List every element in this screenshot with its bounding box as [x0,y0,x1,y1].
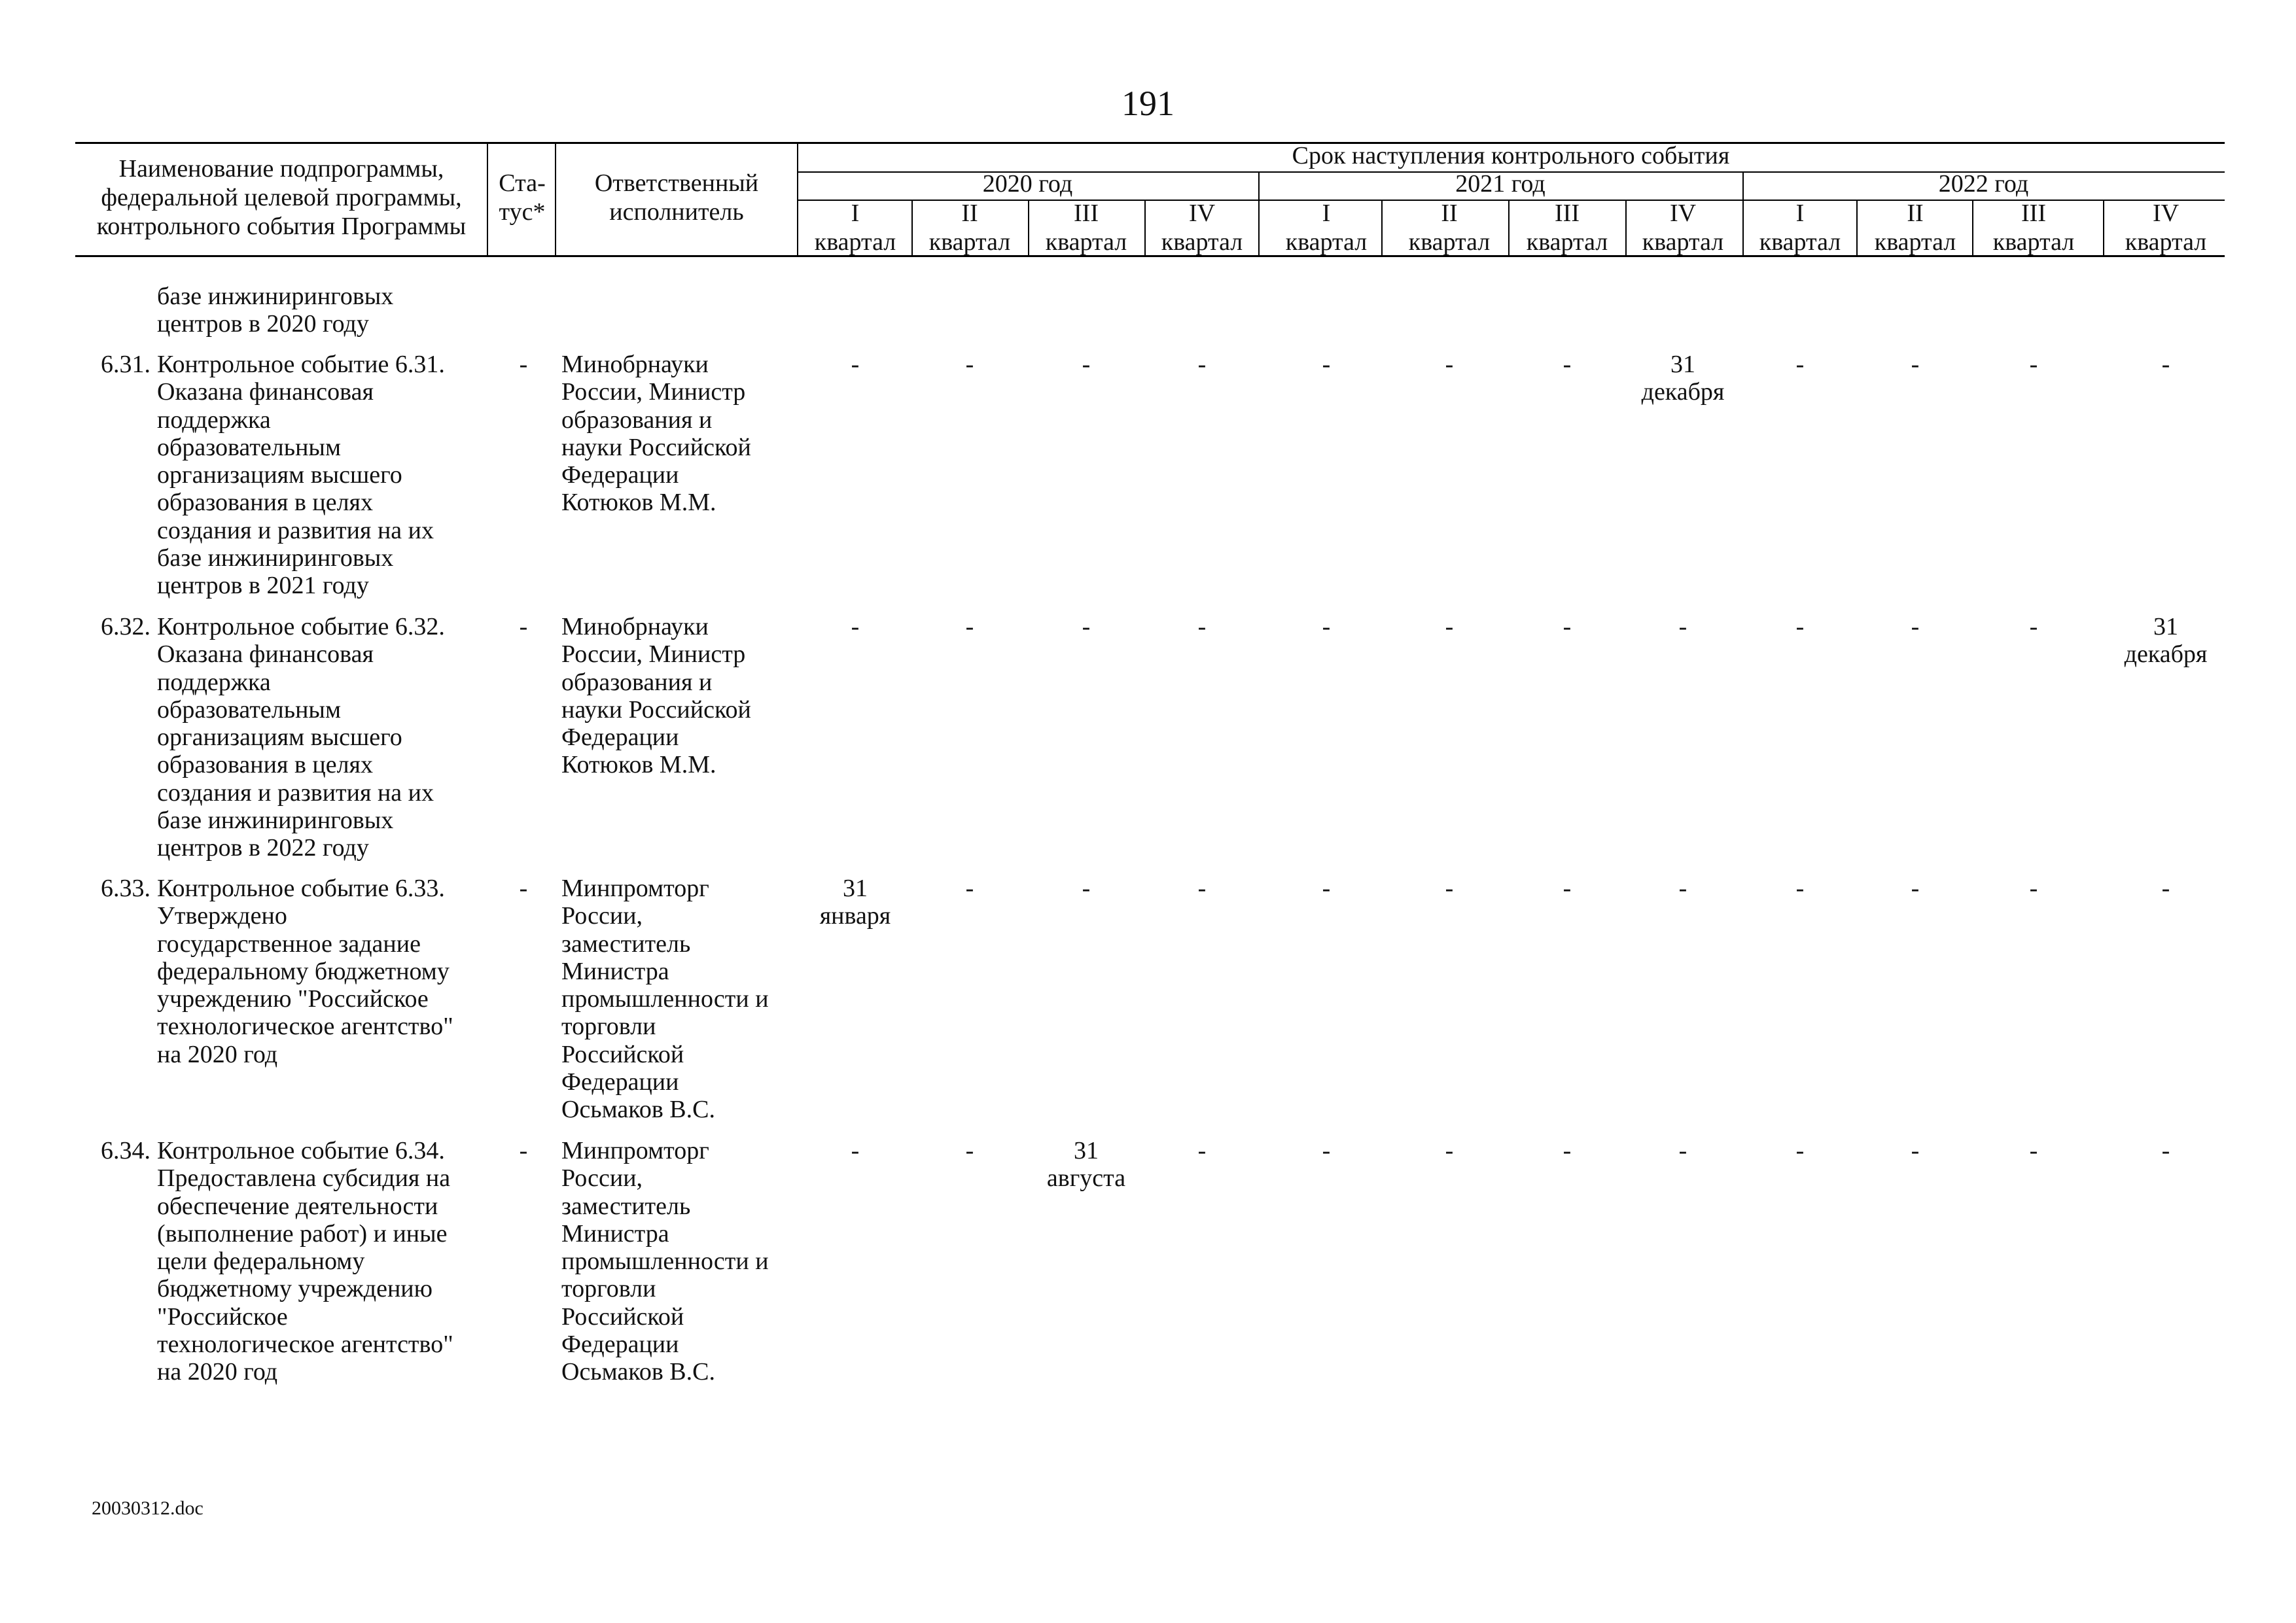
quarter-deadline: - [2161,351,2170,378]
quarter-deadline: - [965,875,974,902]
quarter-deadline: - [1082,613,1091,640]
quarter-deadline: - [965,351,974,378]
quarter-deadline: - [1322,351,1331,378]
quarter-deadline: - [965,1137,974,1164]
quarter-deadline: - [2029,613,2038,640]
quarter-deadline: - [1082,351,1091,378]
row-number: 6.31. [101,351,150,378]
header-quarter-label: II квартал [1408,200,1491,256]
quarter-deadline: - [1678,875,1687,902]
quarter-deadline: - [1911,351,1920,378]
event-name: Контрольное событие 6.34. Предоставлена субсидия на обеспечение деятельности (выполнение работ) и иные цели федеральному бюджетному учреждению "Российское технологическое агентство" на 2020 год [157,1137,453,1386]
quarter-deadline: - [1322,875,1331,902]
header-quarter-label: III квартал [1526,200,1608,256]
quarter-deadline: - [1678,1137,1687,1164]
header-quarter-label: IV квартал [2125,200,2207,256]
event-status: - [519,875,528,902]
event-name: Контрольное событие 6.31. Оказана финансовая поддержка образовательным организациям высшего образования в целях создания и развития на их базе инжиниринговых центров в 2021 году [157,351,445,600]
quarter-deadline: - [1795,613,1805,640]
event-status: - [519,1137,528,1164]
quarter-deadline: - [1795,1137,1805,1164]
responsible-executor: Минпромторг России, заместитель Министра промышленности и торговли Российской Федерации Осьмаков В.С. [561,1137,769,1386]
quarter-deadline: - [1795,351,1805,378]
header-status-column: Ста- тус* [499,169,546,226]
quarter-deadline: - [1197,351,1207,378]
header-deadline-group: Срок наступления контрольного события [1292,142,1730,169]
event-name: Контрольное событие 6.32. Оказана финансовая поддержка образовательным организациям высшего образования в целях создания и развития на их базе инжиниринговых центров в 2022 году [157,613,445,862]
header-quarter-label: III квартал [1992,200,2075,256]
quarter-deadline: - [1678,613,1687,640]
header-quarter-label: IV квартал [1161,200,1243,256]
quarter-deadline: 31 января [819,875,891,930]
row-number: 6.32. [101,613,150,640]
row-number: 6.33. [101,875,150,902]
quarter-deadline: - [1911,613,1920,640]
header-quarter-label: I квартал [1285,200,1368,256]
header-year-2022: 2022 год [1938,170,2029,198]
quarter-deadline: - [2161,1137,2170,1164]
header-year-2020: 2020 год [982,170,1073,198]
quarter-deadline: - [1082,875,1091,902]
header-quarter-label: III квартал [1045,200,1127,256]
responsible-executor: Минобрнауки России, Министр образования и науки Российской Федерации Котюков М.М. [561,613,751,779]
quarter-deadline: - [1563,613,1572,640]
header-year-2021: 2021 год [1455,170,1545,198]
row-number: 6.34. [101,1137,150,1164]
header-name-column: Наименование подпрограммы, федеральной целевой программы, контрольного события Программы [96,155,467,240]
event-name: Контрольное событие 6.33. Утверждено государственное задание федеральному бюджетному учреждению "Российское технологическое агентство" на 2020 год [157,875,453,1068]
quarter-deadline: - [1197,613,1207,640]
quarter-deadline: 31 декабря [2124,613,2208,669]
quarter-deadline: - [1445,613,1454,640]
header-executor-column: Ответственный исполнитель [594,169,759,226]
quarter-deadline: - [1563,875,1572,902]
quarter-deadline: - [2029,351,2038,378]
event-status: - [519,351,528,378]
quarter-deadline: - [851,1137,860,1164]
quarter-deadline: - [1197,875,1207,902]
header-quarter-label: I квартал [1759,200,1841,256]
quarter-deadline: - [1197,1137,1207,1164]
quarter-deadline: - [1445,1137,1454,1164]
quarter-deadline: - [2161,875,2170,902]
quarter-deadline: - [1795,875,1805,902]
quarter-deadline: - [1322,1137,1331,1164]
header-quarter-label: II квартал [1874,200,1956,256]
page-number: 191 [1122,84,1174,123]
quarter-deadline: - [2029,875,2038,902]
quarter-deadline: - [1445,875,1454,902]
quarter-deadline: 31 декабря [1641,351,1725,406]
quarter-deadline: - [1322,613,1331,640]
responsible-executor: Минпромторг России, заместитель Министра промышленности и торговли Российской Федерации Осьмаков В.С. [561,875,769,1124]
quarter-deadline: - [1445,351,1454,378]
quarter-deadline: - [1911,875,1920,902]
file-reference: 20030312.doc [92,1497,203,1519]
quarter-deadline: - [965,613,974,640]
responsible-executor: Минобрнауки России, Министр образования и науки Российской Федерации Котюков М.М. [561,351,751,517]
quarter-deadline: - [851,613,860,640]
header-quarter-label: IV квартал [1642,200,1724,256]
quarter-deadline: - [1911,1137,1920,1164]
event-status: - [519,613,528,640]
header-quarter-label: I квартал [814,200,896,256]
quarter-deadline: - [1563,1137,1572,1164]
header-quarter-divider [2103,200,2104,256]
quarter-deadline: 31 августа [1046,1137,1126,1193]
header-quarter-label: II квартал [928,200,1011,256]
quarter-deadline: - [1563,351,1572,378]
quarter-deadline: - [851,351,860,378]
quarter-deadline: - [2029,1137,2038,1164]
